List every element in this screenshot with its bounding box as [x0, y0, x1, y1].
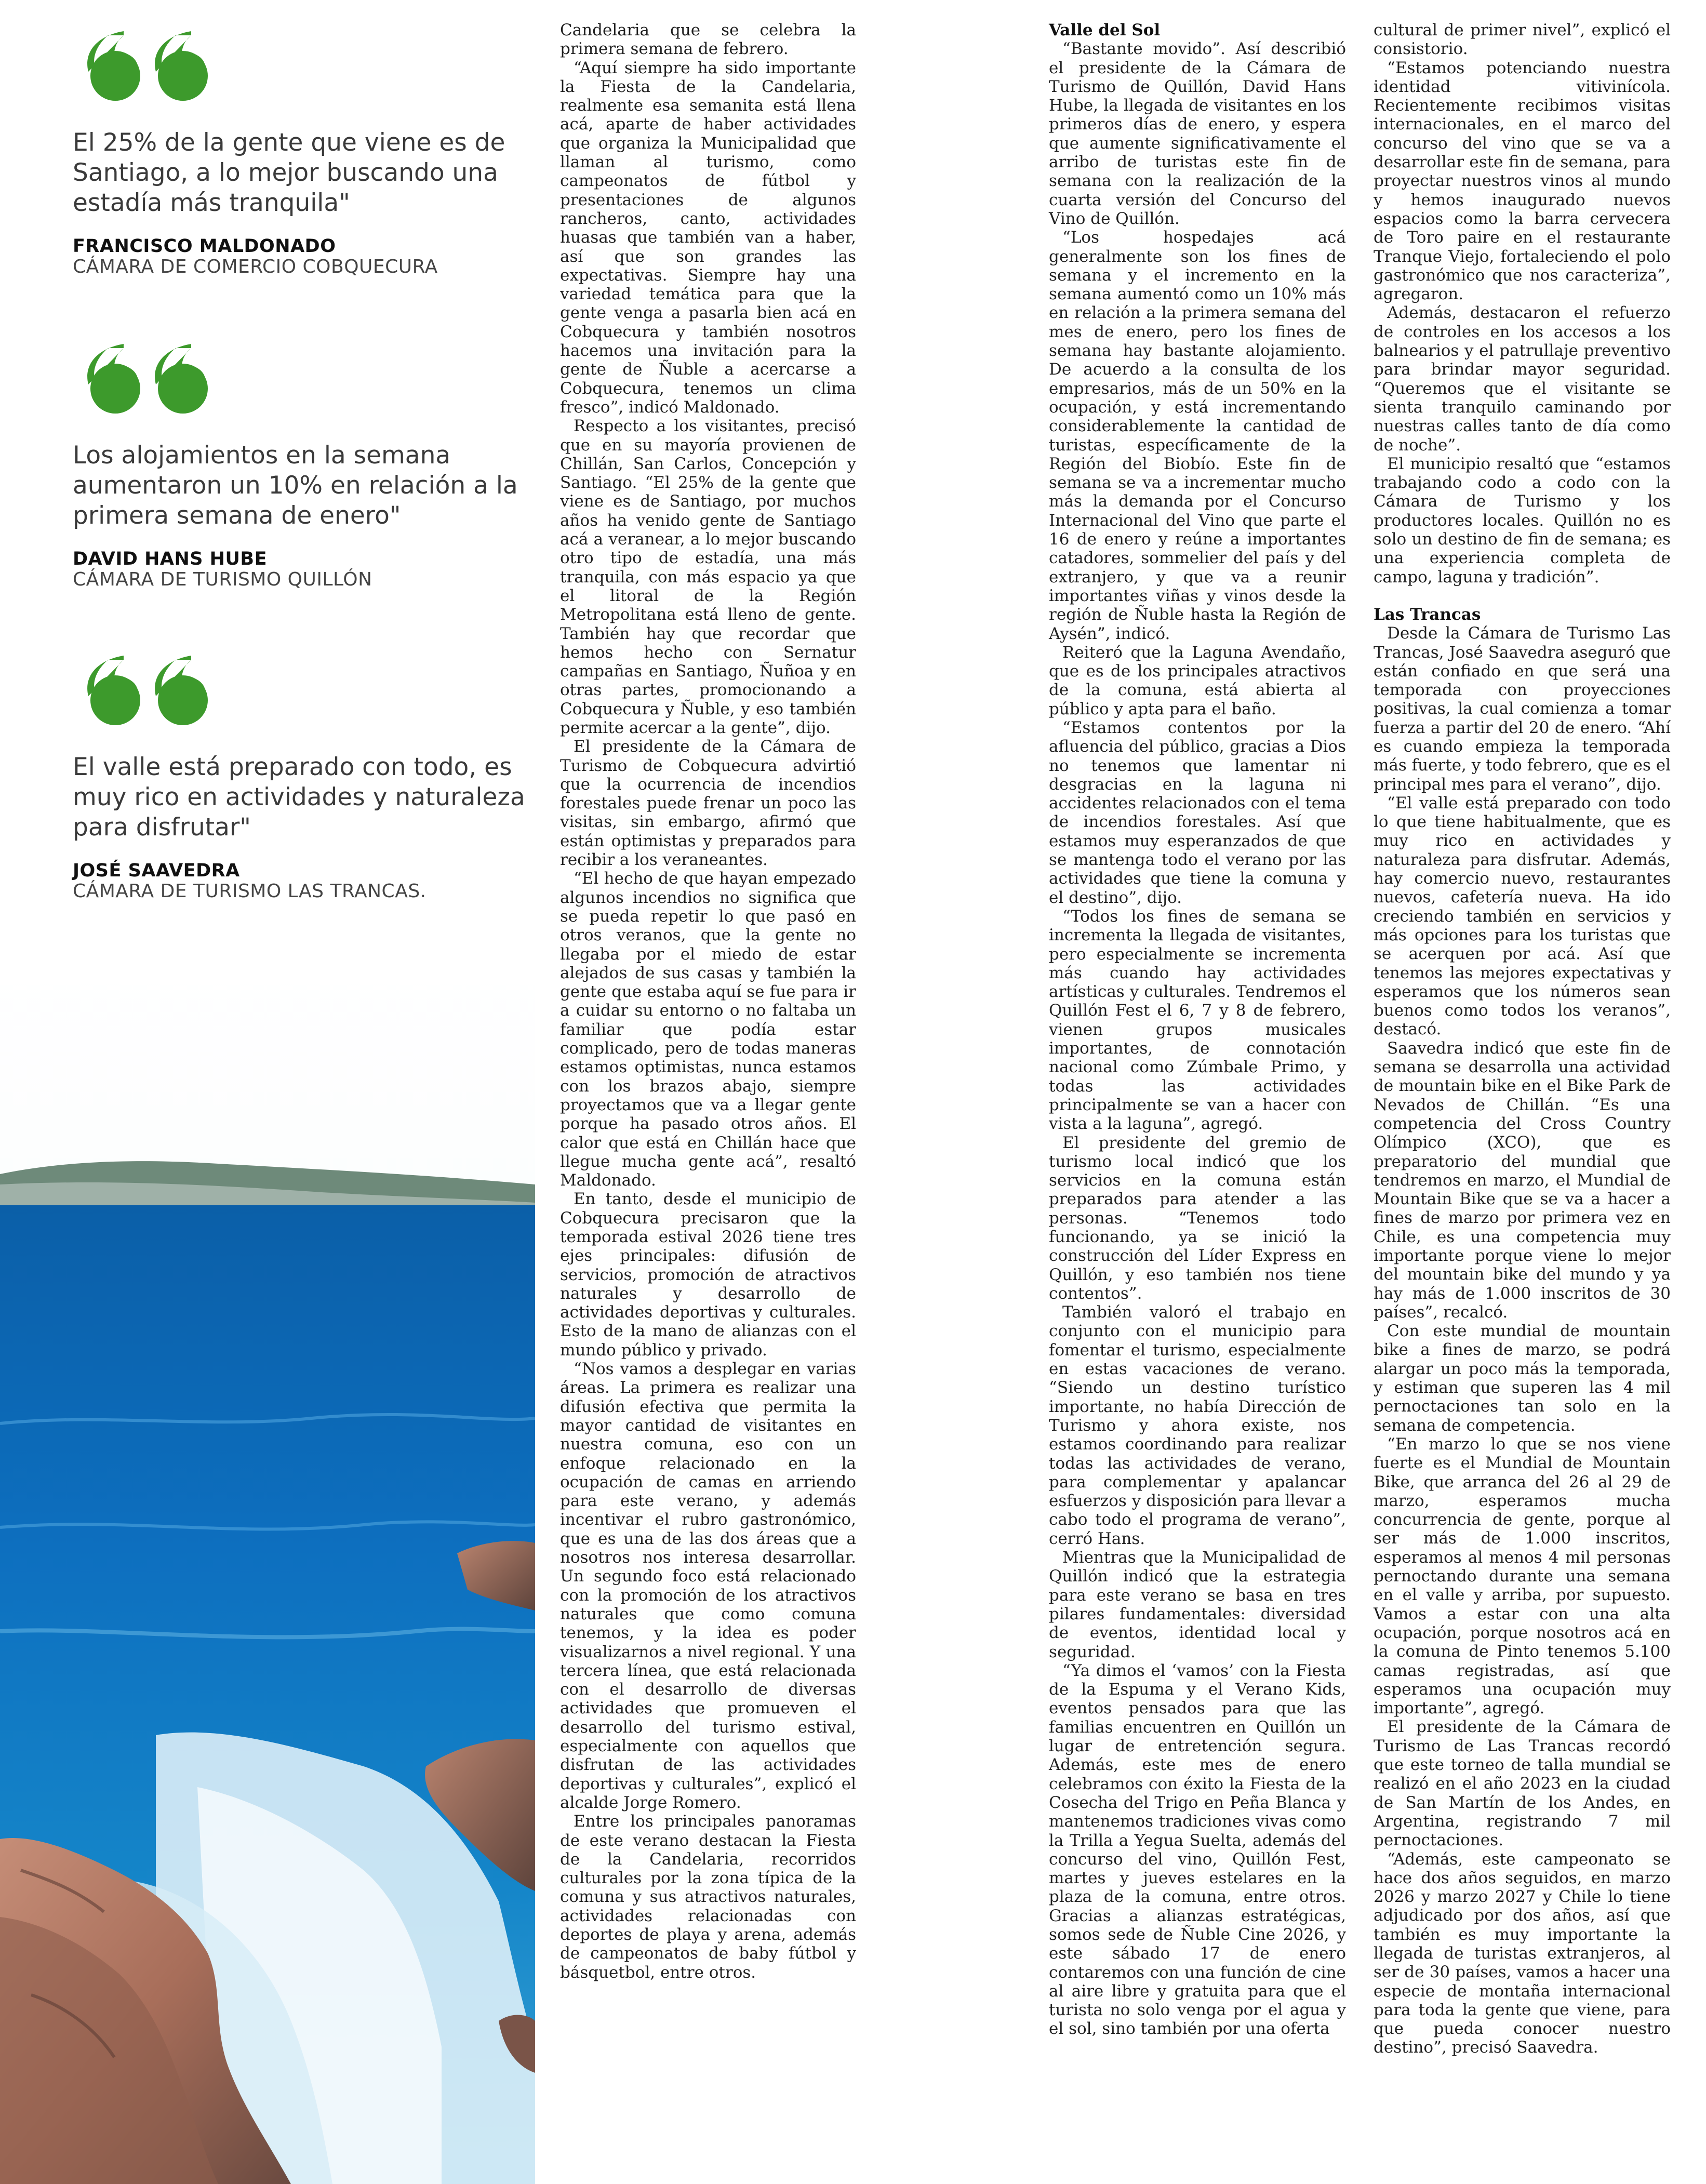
paragraph: Candelaria que se celebra la primera semana de febrero.: [560, 21, 856, 59]
paragraph: Desde la Cámara de Turismo Las Trancas, José Saavedra aseguró que están confiado en que será una temporada con proyecciones positivas, la cual comienza a tomar fuerza a partir del 20 de enero. “Ahí es cuando empieza la temporada más fuerte, y todo febrero, que es el principal mes para el verano”, dijo.: [1374, 624, 1671, 794]
paragraph: “Bastante movido”. Así describió el presidente de la Cámara de Turismo de Quillón, David Hans Hube, la llegada de visitantes en los primeros días de enero, y espera que aumente significativamente el arribo de turistas este fin de semana con la realización de la cuarta versión del Concurso del Vino de Quillón.: [1049, 39, 1346, 228]
paragraph: Además, destacaron el refuerzo de controles en los accesos a los balnearios y el patrullaje preventivo para brindar mayor seguridad. “Queremos que el visitante se sienta tranquilo caminando por nuestras calles tanto de día como de noche”.: [1374, 303, 1671, 455]
paragraph: “Estamos potenciando nuestra identidad vitivinícola. Recientemente recibimos visitas internacionales, en el marco del concurso del vino que se va a desarrollar este fin de semana, para proyectar nuestros vinos al mundo y hemos inaugurado nuevos espacios como la barra cervecera de Toro paire en el restaurante Tranque Viejo, fortaleciendo el polo gastronómico que nos caracteriza”, agregaron.: [1374, 58, 1671, 304]
quote-text: El valle está preparado con todo, es muy rico en actividades y naturaleza para disfrutar": [73, 753, 525, 842]
paragraph: Saavedra indicó que este fin de semana se desarrolla una actividad de mountain bike en el Bike Park de Nevados de Chillán. “Es una competencia del Cross Country Olímpico (XCO), que es preparatorio del mundial que tendremos en marzo, el Mundial de Mountain Bike que se va a hacer a fines de marzo por primera vez en Chile, es una competencia muy importante porque viene lo mejor del mountain bike del mundo y ya hay más de 1.000 inscritos de 30 países”, recalcó.: [1374, 1038, 1671, 1322]
quote-author: JOSÉ SAAVEDRA: [73, 860, 240, 881]
quote-text: El 25% de la gente que viene es de Santiago, a lo mejor buscando una estadía más tranquila": [73, 128, 505, 217]
paragraph: Respecto a los visitantes, precisó que en su mayoría provienen de Chillán, San Carlos, Concepción y Santiago. “El 25% de la gente que viene es de Santiago, por muchos años ha venido gente de Santiago acá a veranear, a lo mejor buscando otro tipo de estadía, una más tranquila, con más espacio ya que el litoral de la Región Metropolitana está lleno de gente. También hay que recordar que hemos hecho con Sernatur campañas en Santiago, Ñuñoa y en otras partes, promocionando a Cobquecura y Ñuble, y eso también permite acercar a la gente”, dijo.: [560, 417, 856, 737]
paragraph: En tanto, desde el municipio de Cobquecura precisaron que la temporada estival 2026 tiene tres ejes principales: difusión de servicios, promoción de atractivos naturales y desarrollo de actividades deportivas y culturales. Esto de la mano de alianzas con el mundo público y privado.: [560, 1190, 856, 1360]
paragraph: cultural de primer nivel”, explicó el consistorio.: [1374, 21, 1671, 59]
pull-quote-1: [73, 20, 530, 277]
quote-organization: CÁMARA DE TURISMO LAS TRANCAS.: [73, 881, 427, 902]
paragraph: El presidente de la Cámara de Turismo de Las Trancas recordó que este torneo de talla mundial se realizó en el año 2023 en la ciudad de San Martín de los Andes, en Argentina, registrando 7 mil pernoctaciones.: [1374, 1717, 1671, 1850]
quote-author: FRANCISCO MALDONADO: [73, 236, 336, 257]
paragraph: “Ya dimos el ‘vamos’ con la Fiesta de la Espuma y el Verano Kids, eventos pensados para que las familias encuentren en Quillón un lugar de entretención segura. Además, este mes de enero celebramos con éxito la Fiesta de la Cosecha del Trigo en Peña Blanca y mantenemos tradiciones vivas como la Trilla a Yegua Suelta, además del concurso del vino, Quillón Fest, martes y jueves estelares en la plaza de la comuna, entre otros. Gracias a alianzas estratégicas, somos sede de Ñuble Cine 2026, y este sábado 17 de enero contaremos con una función de cine al aire libre y gratuita para que el turista no solo venga por el agua y el sol, sino también por una oferta: [1049, 1661, 1346, 2039]
paragraph: “Aquí siempre ha sido importante la Fiesta de la Candelaria, realmente esa semanita está llena acá, aparte de haber actividades que organiza la Municipalidad que llaman al turismo, como campeonatos de fútbol y presentaciones de algunos rancheros, canto, actividades huasas que también van a haber, así que son grandes las expectativas. Siempre hay una variedad temática para que la gente venga a pasarla bien acá en Cobquecura y también nosotros hacemos una invitación para la gente de Ñuble a acercarse a Cobquecura, tenemos un clima fresco”, indicó Maldonado.: [560, 58, 856, 417]
paragraph: Mientras que la Municipalidad de Quillón indicó que la estrategia para este verano se basa en tres pilares fundamentales: diversidad de eventos, identidad local y seguridad.: [1049, 1548, 1346, 1661]
coastal-landscape-image: [0, 956, 535, 2184]
paragraph: “Todos los fines de semana se incrementa la llegada de visitantes, pero especialmente se incrementa más cuando hay actividades artísticas y culturales. Tendremos el Quillón Fest el 6, 7 y 8 de febrero, vienen grupos musicales importantes, de connotación nacional como Zúmbale Primo, y todas las actividades principalmente se van a hacer con vista a la laguna”, agregó.: [1049, 907, 1346, 1134]
paragraph: El municipio resaltó que “estamos trabajando codo a codo con la Cámara de Turismo y los productores locales. Quillón no es solo un destino de fin de semana; es una experiencia completa de campo, laguna y tradición”.: [1374, 454, 1671, 587]
article-column-1: [560, 21, 856, 1982]
paragraph: “Nos vamos a desplegar en varias áreas. La primera es realizar una difusión efectiva que permita la mayor cantidad de visitantes en nuestra comuna, eso con un enfoque relacionado en la ocupación de camas en arriendo para este verano, y además incentivar el rubro gastronómico, que es una de las dos áreas que a nosotros nos interesa desarrollar. Un segundo foco está relacionado con la promoción de los atractivos naturales que como comuna tenemos, y la idea es poder visualizarnos a nivel regional. Y una tercera línea, que está relacionada con el desarrollo de diversas actividades que promueven el desarrollo del turismo estival, especialmente con aquellos que disfrutan de las actividades deportivas y culturales”, explicó el alcalde Jorge Romero.: [560, 1360, 856, 1812]
paragraph: Con este mundial de mountain bike a fines de marzo, se podrá alargar un poco más la temporada, y estiman que superen las 4 mil pernoctaciones tan solo en la semana de competencia.: [1374, 1322, 1671, 1435]
section-heading-las-trancas: Las Trancas: [1374, 605, 1481, 624]
coastal-landscape-photo: [0, 956, 535, 2184]
paragraph: El presidente del gremio de turismo local indicó que los servicios en la comuna están preparados para atender a las personas. “Tenemos todo funcionando, ya se inició la construcción del Líder Express en Quillón, y eso también nos tiene contentos”.: [1049, 1133, 1346, 1303]
quote-marks-icon: [73, 644, 213, 733]
paragraph: El presidente de la Cámara de Turismo de Cobquecura advirtió que la ocurrencia de incendios forestales puede frenar un poco las visitas, sin embargo, afirmó que están optimistas y preparados para recibir a los veraneantes.: [560, 737, 856, 870]
quote-organization: CÁMARA DE TURISMO QUILLÓN: [73, 569, 372, 590]
paragraph: Entre los principales panoramas de este verano destacan la Fiesta de la Candelaria, recorridos culturales por la zona típica de la comuna y sus atractivos naturales, actividades relacionadas con deportes de playa y arena, además de campeonatos de baby fútbol y básquetbol, entre otros.: [560, 1812, 856, 1982]
paragraph: “Los hospedajes acá generalmente son los fines de semana y el incremento en la semana aumentó como un 10% más en relación a la primera semana del mes de enero, pero los fines de semana hay bastante alojamiento. De acuerdo a la consulta de los empresarios, más de un 50% en la ocupación, y está incrementando considerablemente la cantidad de turistas, específicamente de la Región del Biobío. Este fin de semana se va a incrementar mucho más la demanda por el Concurso Internacional del Vino que parte el 16 de enero y reúne a importantes catadores, sommelier del país y del extranjero, y que va a reunir importantes viñas y vinos desde la región de Ñuble hasta la Región de Aysén”, indicó.: [1049, 228, 1346, 643]
quote-organization: CÁMARA DE COMERCIO COBQUECURA: [73, 256, 438, 277]
paragraph: “En marzo lo que se nos viene fuerte es el Mundial de Mountain Bike, que arranca del 26 al 29 de marzo, esperamos mucha concurrencia de gente, porque al ser más de 1.000 inscritos, esperamos al menos 4 mil personas pernoctando durante una semana en el valle y arriba, por supuesto. Vamos a estar con una alta ocupación, porque nosotros acá en la comuna de Pinto tenemos 5.100 camas registradas, así que esperamos una ocupación muy importante”, agregó.: [1374, 1434, 1671, 1718]
paragraph: Reiteró que la Laguna Avendaño, que es de los principales atractivos de la comuna, está abierta al público y apta para el baño.: [1049, 643, 1346, 718]
pull-quote-2: [73, 332, 530, 590]
section-heading-valle-del-sol: Valle del Sol: [1049, 21, 1161, 39]
article-column-3: [1374, 21, 1671, 2057]
article-column-2: [1049, 21, 1346, 2039]
paragraph: “Además, este campeonato se hace dos años seguidos, en marzo 2026 y marzo 2027 y Chile lo tiene adjudicado por dos años, así que también es muy importante la llegada de turistas extranjeros, al ser de 30 países, vamos a hacer una especie de montaña internacional para toda la gente que viene, para que pueda conocer nuestro destino”, precisó Saavedra.: [1374, 1849, 1671, 2057]
paragraph: “El hecho de que hayan empezado algunos incendios no significa que se pueda repetir lo que pasó en otros veranos, que la gente no llegaba por el miedo de estar alejados de sus casas y también la gente que estaba aquí se fue para ir a cuidar su entorno o no faltaba un familiar que podía estar complicado, pero de todas maneras estamos optimistas, nunca estamos con los brazos abajo, siempre proyectamos que va a llegar gente porque ha pasado otros años. El calor que está en Chillán hace que llegue mucha gente acá”, resaltó Maldonado.: [560, 869, 856, 1190]
quote-marks-icon: [73, 332, 213, 421]
quote-author: DAVID HANS HUBE: [73, 549, 267, 569]
quote-text: Los alojamientos en la semana aumentaron un 10% en relación a la primera semana de enero": [73, 441, 518, 530]
paragraph: “Estamos contentos por la afluencia del público, gracias a Dios no tenemos que lamentar ni desgracias en la laguna ni accidentes relacionados con el tema de incendios forestales. Así que estamos muy esperanzados de que se mantenga todo el verano por las actividades que tiene la comuna y el destino”, dijo.: [1049, 718, 1346, 907]
quote-marks-icon: [73, 20, 213, 108]
paragraph: También valoró el trabajo en conjunto con el municipio para fomentar el turismo, especialmente en estas vacaciones de verano. “Siendo un destino turístico importante, no había Dirección de Turismo y ahora existe, nos estamos coordinando para realizar todas las actividades de verano, para complementar y apalancar esfuerzos y disposición para llevar a cabo todo el programa de verano”, cerró Hans.: [1049, 1303, 1346, 1548]
paragraph: “El valle está preparado con todo lo que tiene habitualmente, que es muy rico en actividades y naturaleza para disfrutar. Además, hay comercio nuevo, restaurantes nuevos, cafetería nueva. Ha ido creciendo también en servicios y más opciones para los turistas que se acerquen por acá. Así que tenemos las mejores expectativas y esperamos que los números sean buenos como todos los veranos”, destacó.: [1374, 793, 1671, 1039]
pull-quote-3: [73, 644, 530, 902]
